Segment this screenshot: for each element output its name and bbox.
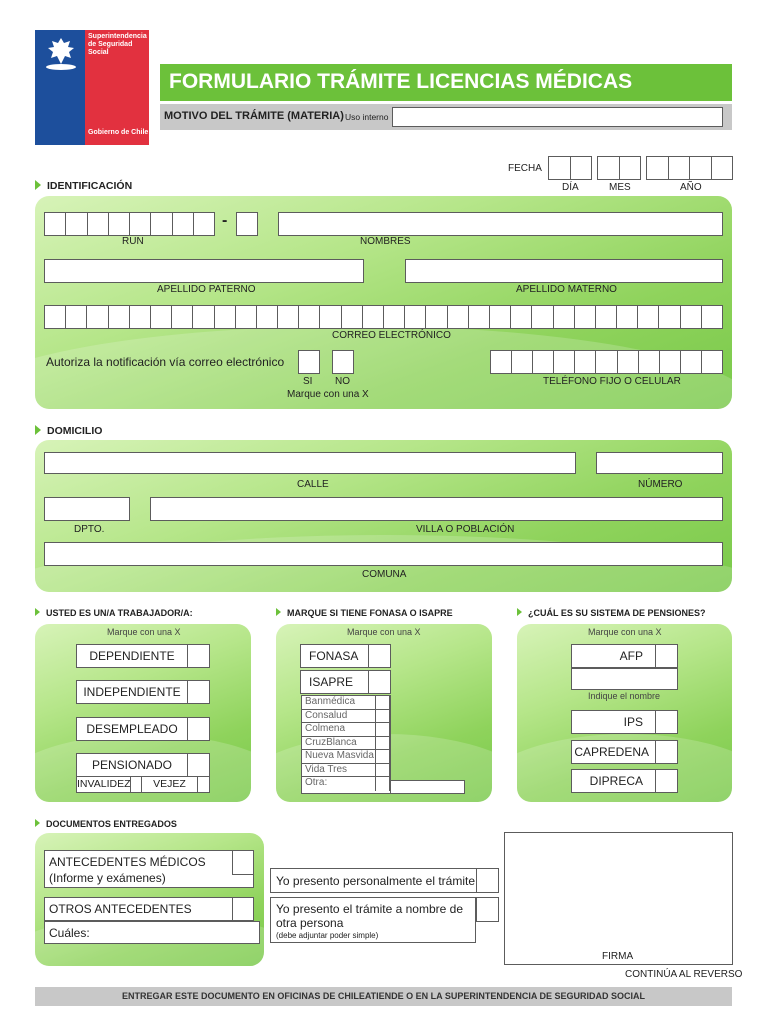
ano-label: AÑO [680,182,702,193]
correo-input[interactable] [44,305,723,329]
motivo-bar [160,104,732,130]
agency-line-3: Social [88,49,109,56]
section-arrow-icon [276,608,281,616]
pensionado-option[interactable] [76,753,210,777]
fonasa-option[interactable] [300,644,391,668]
antecedentes-line-2: (Informe y exámenes) [49,871,166,885]
run-label: RUN [122,236,144,247]
continua-label: CONTINÚA AL REVERSO [625,969,743,980]
dipreca-option[interactable] [571,769,678,793]
apellido-materno-label: APELLIDO MATERNO [516,284,617,295]
comuna-label: COMUNA [362,569,407,580]
identificacion-heading: IDENTIFICACIÓN [47,180,133,192]
dpto-label: DPTO. [74,524,105,535]
desempleado-checkbox[interactable] [187,718,209,740]
isapre-item-label: Consalud [302,710,376,723]
autoriza-label: Autoriza la notificación vía correo electrónico [46,355,285,369]
capredena-checkbox[interactable] [655,741,677,763]
section-arrow-icon [35,180,41,190]
comuna-input[interactable] [44,542,723,566]
trabajador-marque: Marque con una X [107,627,181,637]
presento-otra-line-2: otra persona [276,916,344,930]
independiente-label: INDEPENDIENTE [83,685,181,699]
cuales-input[interactable] [44,921,260,944]
presento-personal-field [270,868,499,893]
otra-isapre-input[interactable] [390,780,465,794]
motivo-label: MOTIVO DEL TRÁMITE (MATERIA) [164,110,344,122]
run-dash: - [222,212,228,229]
isapre-item-checkbox[interactable] [376,710,390,723]
telefono-label: TELÉFONO FIJO O CELULAR [543,376,681,387]
vejez-label: VEJEZ [153,778,186,790]
afp-label: AFP [619,649,643,663]
apellido-paterno-input[interactable] [44,259,364,283]
dependiente-checkbox[interactable] [187,645,209,667]
firma-label: FIRMA [602,951,634,962]
isapre-item-label: Nueva Masvida [302,750,376,763]
pensionado-checkbox[interactable] [187,754,209,776]
apellido-materno-input[interactable] [405,259,723,283]
form-title: FORMULARIO TRÁMITE LICENCIAS MÉDICAS [169,70,633,93]
footer-bar [35,987,732,1006]
dipreca-checkbox[interactable] [655,770,677,792]
fecha-dia-input[interactable] [548,156,592,180]
firma-box[interactable] [504,832,733,965]
afp-option[interactable] [571,644,678,668]
run-dv-input[interactable] [236,212,258,236]
capredena-label: CAPREDENA [574,745,649,759]
presento-personal-checkbox[interactable] [476,868,499,893]
otros-label: OTROS ANTECEDENTES [49,902,192,916]
pensionado-label: PENSIONADO [91,758,172,772]
dpto-input[interactable] [44,497,130,521]
isapre-item-checkbox[interactable] [376,737,390,750]
presento-personal-label: Yo presento personalmente el trámite [276,874,476,888]
isapre-item-checkbox[interactable] [376,777,390,791]
mes-label: MES [609,182,631,193]
isapre-item-checkbox[interactable] [376,696,390,709]
fonasa-checkbox[interactable] [368,645,390,667]
isapre-item-checkbox[interactable] [376,723,390,736]
dependiente-label: DEPENDIENTE [89,649,175,663]
isapre-item[interactable] [302,710,390,724]
desempleado-option[interactable] [76,717,210,741]
pension-type-row [76,777,210,793]
isapre-item[interactable] [302,750,390,764]
trabajador-heading: USTED ES UN/A TRABAJADOR/A: [46,608,193,618]
motivo-sub: Uso interno [345,112,389,122]
coat-of-arms-icon [40,34,82,72]
presento-otra-line-1: Yo presento el trámite a nombre de [276,902,464,916]
motivo-input[interactable] [392,107,723,127]
presento-otra-field [270,897,476,943]
cuales-label: Cuáles: [49,926,90,940]
dipreca-label: DIPRECA [589,774,643,788]
nombres-input[interactable] [278,212,723,236]
isapre-list [301,695,391,794]
title-bar [160,64,732,101]
isapre-option[interactable] [300,670,391,694]
section-arrow-icon [35,608,40,616]
ips-checkbox[interactable] [655,711,677,733]
isapre-item-checkbox[interactable] [376,750,390,763]
pensiones-marque: Marque con una X [588,627,662,637]
fecha-ano-input[interactable] [646,156,733,180]
government-label: Gobierno de Chile [88,129,149,136]
dia-label: DÍA [562,182,579,193]
otros-checkbox[interactable] [232,897,254,921]
pensiones-heading: ¿CUÁL ES SU SISTEMA DE PENSIONES? [528,608,706,618]
invalidez-checkbox[interactable] [130,777,142,792]
marque-label: Marque con una X [287,389,369,400]
presento-otra-checkbox[interactable] [476,897,499,922]
documentos-heading: DOCUMENTOS ENTREGADOS [46,819,177,829]
logo [35,30,149,145]
salud-heading: MARQUE SI TIENE FONASA O ISAPRE [287,608,453,618]
salud-marque: Marque con una X [347,627,421,637]
numero-label: NÚMERO [638,479,683,490]
nombres-label: NOMBRES [360,236,411,247]
apellido-paterno-label: APELLIDO PATERNO [157,284,256,295]
isapre-item[interactable] [302,723,390,737]
antecedentes-checkbox[interactable] [232,850,254,875]
isapre-item-checkbox[interactable] [376,764,390,777]
independiente-checkbox[interactable] [187,681,209,703]
afp-checkbox[interactable] [655,645,677,667]
ips-label: IPS [623,715,643,729]
poder-label: (debe adjuntar poder simple) [276,931,379,940]
afp-name-input[interactable] [571,668,678,690]
isapre-item-label: Banmédica [302,696,376,709]
correo-label: CORREO ELECTRÓNICO [332,330,451,341]
isapre-checkbox[interactable] [368,671,390,693]
calle-input[interactable] [44,452,576,474]
domicilio-heading: DOMICILIO [47,425,103,437]
antecedentes-line-1: ANTECEDENTES MÉDICOS [49,855,206,869]
fonasa-label: FONASA [309,649,359,663]
isapre-label: ISAPRE [309,675,354,689]
isapre-item[interactable] [302,764,390,778]
invalidez-label: INVALIDEZ [77,778,131,790]
vejez-checkbox[interactable] [197,777,209,792]
section-arrow-icon [35,819,40,827]
isapre-item-label: Otra: [302,777,376,791]
si-checkbox[interactable] [298,350,320,374]
fecha-label: FECHA [508,163,542,174]
independiente-option[interactable] [76,680,210,704]
agency-line-2: de Seguridad [88,41,133,48]
si-label: SI [303,376,313,387]
calle-label: CALLE [297,479,329,490]
antecedentes-medicos-field [44,850,254,888]
run-input[interactable] [44,212,215,236]
section-arrow-icon [517,608,522,616]
isapre-item-label: CruzBlanca [302,737,376,750]
villa-input[interactable] [150,497,723,521]
ips-option[interactable] [571,710,678,734]
isapre-item-otra[interactable] [302,777,390,791]
desempleado-label: DESEMPLEADO [86,722,178,736]
telefono-input[interactable] [490,350,723,374]
no-label: NO [335,376,350,387]
agency-line-1: Superintendencia [88,33,147,40]
isapre-item[interactable] [302,737,390,751]
fecha-mes-input[interactable] [597,156,641,180]
isapre-item[interactable] [302,696,390,710]
capredena-option[interactable] [571,740,678,764]
villa-label: VILLA O POBLACIÓN [416,524,515,535]
indique-label: Indique el nombre [588,691,661,701]
dependiente-option[interactable] [76,644,210,668]
section-arrow-icon [35,425,41,435]
footer-text: ENTREGAR ESTE DOCUMENTO EN OFICINAS DE CHILEATIENDE O EN LA SUPERINTENDENCIA DE SEGURIDAD SOCIAL [121,991,646,1001]
otros-antecedentes-field [44,897,254,921]
isapre-item-label: Vida Tres [302,764,376,777]
agency-name [88,33,147,57]
numero-input[interactable] [596,452,723,474]
isapre-item-label: Colmena [302,723,376,736]
no-checkbox[interactable] [332,350,354,374]
